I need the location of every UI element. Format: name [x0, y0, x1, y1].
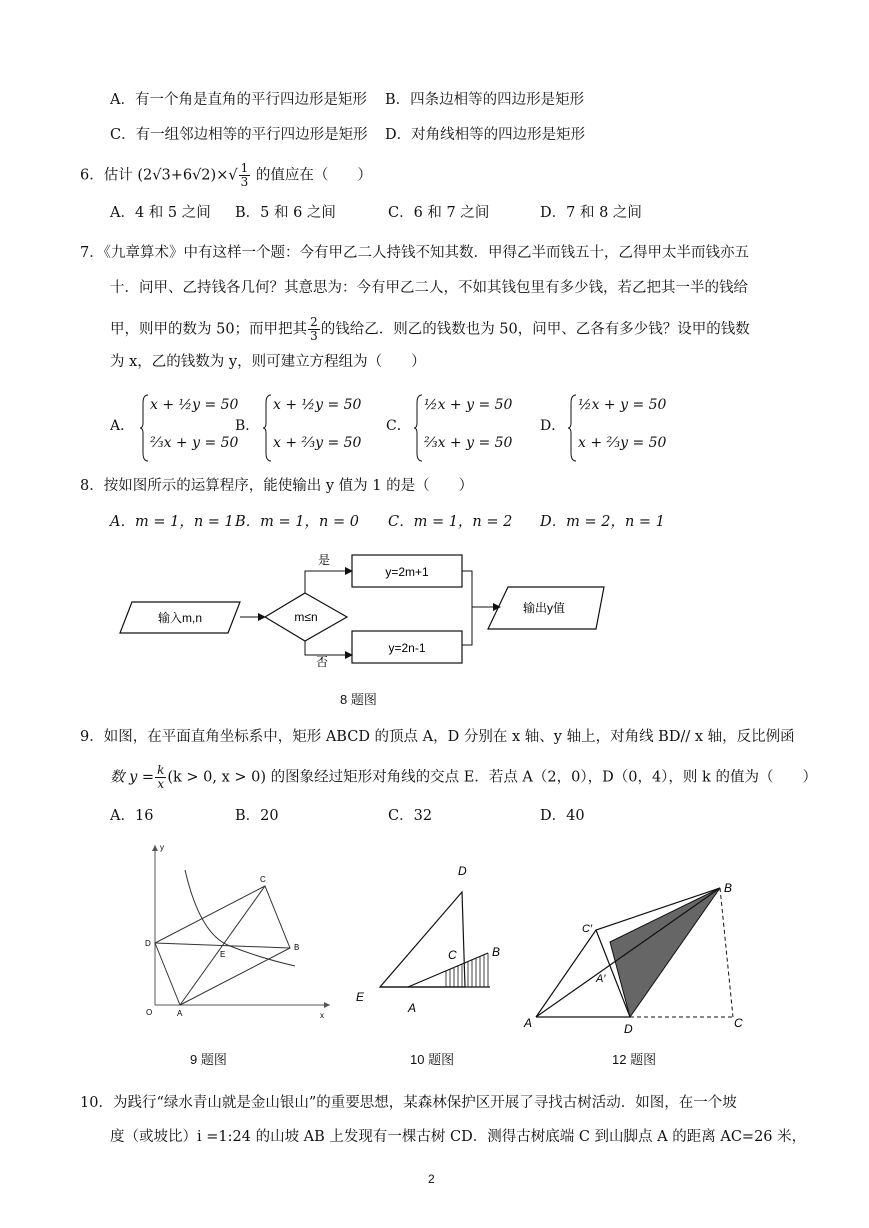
q6-option-c: C．6 和 7 之间	[388, 205, 490, 221]
brace-icon	[140, 393, 150, 463]
q7-fraction: $\frac{2}{3}$	[310, 315, 318, 343]
svg-text:E: E	[356, 990, 365, 1004]
svg-text:C: C	[448, 948, 457, 962]
svg-text:B: B	[492, 945, 500, 959]
q6-stem: 6．估计 (2√3+6√2)×√ $\frac{1}{3}$ 的值应在（ ）	[80, 161, 372, 189]
svg-text:C′: C′	[582, 923, 593, 935]
q5-option-a: A．有一个角是直角的平行四边形是矩形	[110, 92, 367, 108]
q8-option-d: D．m = 2，n = 1	[540, 514, 665, 530]
q6-prefix: 6．估计	[80, 167, 133, 184]
svg-text:D: D	[624, 1022, 633, 1036]
output-label: 输出y值	[522, 601, 566, 615]
input-label: 输入m,n	[157, 611, 203, 625]
brace-icon	[263, 393, 273, 463]
svg-text:O: O	[146, 1008, 153, 1017]
page-number: 2	[428, 1172, 435, 1186]
svg-text:D: D	[458, 864, 467, 878]
figure-9	[140, 840, 340, 1025]
q8-option-b: B．m = 1，n = 0	[235, 514, 359, 530]
svg-text:A: A	[408, 1001, 417, 1015]
q9-option-a: A．16	[110, 808, 154, 824]
q7-line-4: 为 x，乙的钱数为 y，则可建立方程组为（ ）	[110, 354, 426, 370]
q6-suffix: 的值应在（ ）	[255, 167, 372, 184]
q7-line-1: 7．《九章算术》中有这样一个题：今有甲乙二人持钱不知其数．甲得乙半而钱五十，乙得甲太半而钱亦五	[80, 245, 749, 261]
q7-line-3: 甲，则甲的数为 50；而甲把其 $\frac{2}{3}$ 的钱给乙．则乙的钱数也为 50，问甲、乙各有多少钱？设甲的钱数	[110, 315, 750, 343]
decision-label: m≤n	[294, 610, 318, 624]
fig10-caption: 10 题图	[410, 1052, 455, 1067]
q6-sqrt-fraction: $\frac{1}{3}$	[240, 161, 249, 189]
svg-text:A′: A′	[596, 973, 606, 985]
q9-line-1: 9．如图，在平面直角坐标系中，矩形 ABCD 的顶点 A，D 分别在 x 轴、y 轴上，对角线 BD// x 轴，反比例函	[80, 729, 795, 745]
q8-option-c: C．m = 1，n = 2	[388, 514, 513, 530]
q7-line-2: 十．问甲、乙持钱各几何？其意思为：今有甲乙二人，不如其钱包里有多少钱，若乙把其一半的钱给	[110, 280, 748, 296]
q5-option-c: C．有一组邻边相等的平行四边形是矩形	[110, 127, 368, 143]
q7-option-b: B． x + ½y = 50 x + ⅔y = 50	[235, 393, 385, 463]
brace-icon	[568, 393, 578, 463]
q6-expression: (2√3+6√2)×	[137, 167, 229, 184]
fig8-caption: 8 题图	[340, 692, 377, 707]
svg-text:y: y	[160, 843, 164, 852]
yes-box-label: y=2m+1	[385, 565, 429, 579]
svg-text:A: A	[177, 1009, 183, 1018]
svg-text:D: D	[145, 939, 151, 948]
figure-10	[350, 855, 500, 1020]
q9-option-c: C．32	[388, 808, 433, 824]
no-label: 否	[316, 655, 329, 669]
brace-icon	[414, 393, 424, 463]
q10-line-1: 10．为践行“绿水青山就是金山银山”的重要思想，某森林保护区开展了寻找古树活动．如图，在一个坡	[80, 1095, 737, 1111]
q9-line-2: 数 y = $\frac{k}{x}$ (k > 0, x > 0) 的图象经过矩形对角线的交点 E．若点 A（2，0），D（0，4），则 k 的值为（ ）	[110, 763, 817, 791]
figure-12	[518, 870, 758, 1040]
q8-stem: 8．按如图所示的运算程序，能使输出 y 值为 1 的是（ ）	[80, 478, 474, 494]
q8-option-a: A．m = 1，n = 1	[110, 514, 234, 530]
q9-option-d: D．40	[540, 808, 585, 824]
q10-line-2: 度（或坡比）i =1:24 的山坡 AB 上发现有一棵古树 CD．测得古树底端 C 到山脚点 A 的距离 AC=26 米，	[110, 1129, 807, 1145]
svg-text:C: C	[260, 875, 266, 884]
svg-text:B: B	[294, 943, 300, 952]
flowchart	[110, 545, 630, 675]
svg-text:A: A	[524, 1016, 533, 1030]
q6-option-d: D．7 和 8 之间	[540, 205, 642, 221]
q5-option-b: B．四条边相等的四边形是矩形	[385, 92, 585, 108]
q6-option-a: A．4 和 5 之间	[110, 205, 211, 221]
svg-text:E: E	[220, 950, 226, 959]
svg-text:C: C	[734, 1016, 743, 1030]
q5-option-d: D．对角线相等的四边形是矩形	[385, 127, 586, 143]
q9-fraction: $\frac{k}{x}$	[157, 763, 165, 791]
q7-option-d: D． ½x + y = 50 x + ⅔y = 50	[540, 393, 690, 463]
yes-label: 是	[318, 553, 331, 567]
svg-text:x: x	[320, 1011, 324, 1020]
svg-text:B: B	[724, 881, 733, 895]
no-box-label: y=2n-1	[388, 641, 426, 655]
q9-option-b: B．20	[235, 808, 279, 824]
q6-option-b: B．5 和 6 之间	[235, 205, 336, 221]
q7-option-a: A． x + ½y = 50 ⅔x + y = 50	[110, 393, 260, 463]
fig9-caption: 9 题图	[190, 1052, 227, 1067]
fig12-caption: 12 题图	[612, 1052, 657, 1067]
q7-option-c: C． ½x + y = 50 ⅔x + y = 50	[386, 393, 536, 463]
